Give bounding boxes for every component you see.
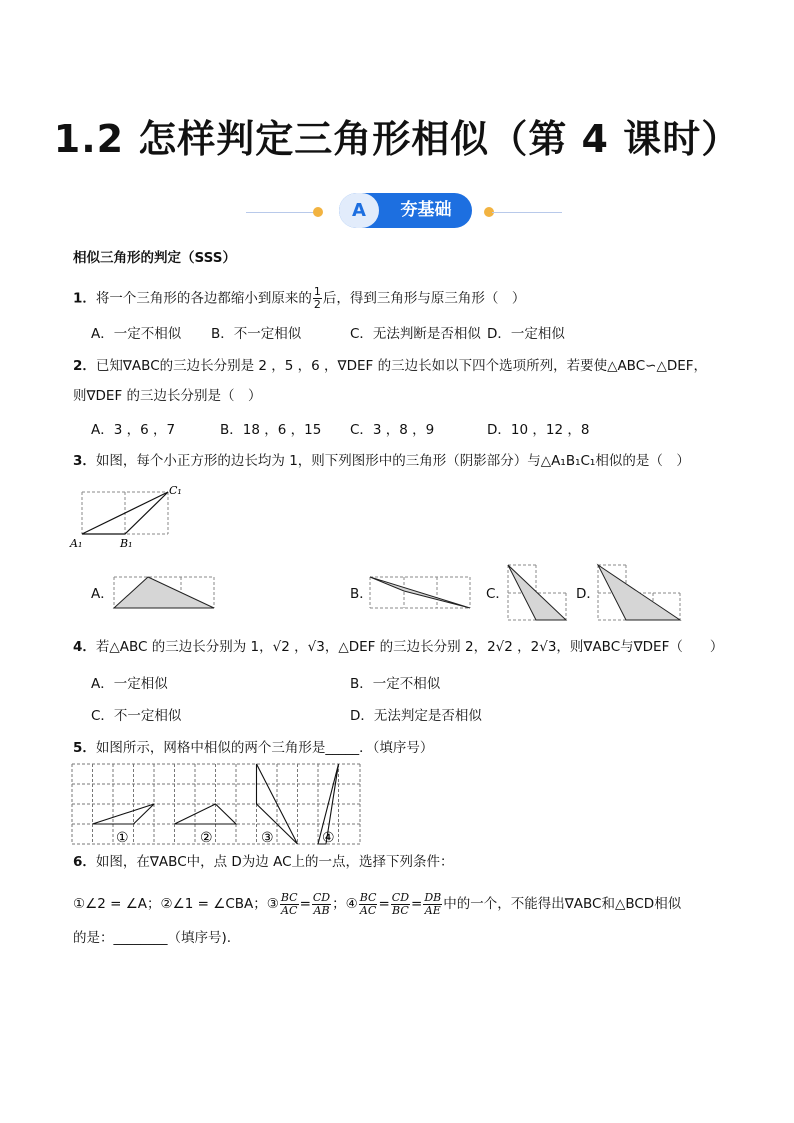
fraction-numerator: BC: [359, 890, 377, 904]
fraction-denominator: AE: [424, 903, 441, 917]
label-4: ④: [322, 830, 335, 846]
page-title: 1.2 怎样判定三角形相似（第 4 课时）: [53, 117, 741, 161]
label-c1: C₁: [169, 484, 182, 497]
question-number: 6．: [73, 854, 96, 870]
equals-sign: =: [378, 896, 390, 912]
label-a1: A₁: [70, 537, 83, 550]
question-text: 如图，每个小正方形的边长均为 1，则下列图形中的三角形（阴影部分）与△A₁B₁C₁相似的是（ ）: [95, 453, 690, 469]
question-4: [73, 637, 723, 657]
question-3: [73, 451, 690, 471]
fraction-denominator: 2: [313, 298, 321, 311]
question-text: 已知∇ABC的三边长分别是 2 ，5 ，6 ，∇DEF 的三边长如以下四个选项所列，若要使△ABC∽△DEF，: [95, 358, 708, 374]
q4-option-c[interactable]: C．不一定相似: [91, 708, 182, 724]
question-5: [73, 738, 433, 758]
question-1: [73, 286, 525, 311]
fraction-numerator: DB: [424, 890, 442, 904]
fraction: [359, 892, 378, 917]
fraction: [313, 286, 322, 311]
q4-option-a[interactable]: A．一定相似: [91, 676, 168, 692]
q3-option-b-figure[interactable]: [368, 576, 474, 612]
question-number: 5．: [73, 740, 96, 756]
triangle-1: [93, 804, 155, 824]
condition-4-prefix: ；④: [332, 896, 358, 912]
q1-option-a[interactable]: A．一定不相似: [91, 326, 182, 342]
question-6-line3: 的是：________（填序号).: [73, 930, 232, 946]
fraction-numerator: BC: [280, 890, 298, 904]
triangle-2: [175, 804, 237, 824]
label-1: ①: [116, 830, 129, 846]
question-text: 如图，在∇ABC中，点 D为边 AC上的一点，选择下列条件：: [95, 854, 454, 870]
q2-option-b[interactable]: B．18 ，6 ，15: [220, 422, 322, 438]
equals-sign: =: [411, 896, 423, 912]
q5-grid-figure: [70, 760, 364, 848]
question-6: [73, 852, 454, 872]
q4-option-b[interactable]: B．一定不相似: [350, 676, 441, 692]
fraction-numerator: CD: [312, 890, 331, 904]
q3-option-d-label[interactable]: D．: [576, 586, 600, 602]
q1-option-b[interactable]: B．不一定相似: [211, 326, 302, 342]
section-badge: [339, 193, 472, 228]
q3-option-c-label[interactable]: C．: [486, 586, 509, 602]
fraction-denominator: BC: [392, 903, 409, 917]
section-divider-left: [246, 212, 316, 213]
question-number: 1．: [73, 290, 96, 307]
label-b1: B₁: [120, 537, 133, 550]
topic-heading: 相似三角形的判定（SSS）: [73, 250, 236, 266]
q3-option-a-label[interactable]: A．: [91, 586, 114, 602]
fraction: [391, 892, 410, 917]
fraction-denominator: AB: [313, 903, 330, 917]
section-letter: A: [339, 193, 379, 228]
equals-sign: =: [299, 896, 311, 912]
fraction-denominator: AC: [281, 903, 298, 917]
label-2: ②: [200, 830, 213, 846]
condition-1: ①∠2 = ∠A；: [73, 896, 161, 912]
question-number: 2．: [73, 358, 96, 374]
q1-option-c[interactable]: C．无法判断是否相似: [350, 326, 481, 342]
section-divider-right: [492, 212, 562, 213]
q2-option-d[interactable]: D．10 ，12 ，8: [487, 422, 590, 438]
q3-option-d-figure[interactable]: [596, 563, 684, 623]
fraction-numerator: CD: [391, 890, 410, 904]
q4-option-d[interactable]: D．无法判定是否相似: [350, 708, 482, 724]
question-text: 将一个三角形的各边都缩小到原来的: [95, 290, 312, 307]
question-2-line2: 则∇DEF 的三边长分别是（ ）: [73, 388, 262, 404]
fraction-denominator: AC: [359, 903, 377, 917]
condition-2: ②∠1 = ∠CBA；: [160, 896, 267, 912]
fraction: [312, 892, 331, 917]
question-6-conditions: [73, 890, 681, 918]
q3-option-a-figure[interactable]: [112, 576, 218, 612]
question-2: [73, 356, 707, 376]
question-number: 4．: [73, 639, 96, 655]
fraction-numerator: 1: [313, 285, 321, 298]
section-dot-left: [313, 207, 323, 217]
section-name: 夯基础: [400, 200, 452, 220]
question-number: 3．: [73, 453, 96, 469]
q1-option-d[interactable]: D．一定相似: [487, 326, 565, 342]
q3-option-c-figure[interactable]: [506, 563, 570, 623]
question-text: 若△ABC 的三边长分别为 1，√2 ，√3，△DEF 的三边长分别 2，2√2 ，2√3，则∇ABC与∇DEF（ ）: [95, 639, 724, 655]
condition-4-tail: 中的一个，不能得出∇ABC和△BCD相似: [443, 896, 682, 912]
question-text: 如图所示，网格中相似的两个三角形是_____．（填序号）: [95, 740, 434, 756]
fraction: [280, 892, 299, 917]
q2-option-a[interactable]: A．3 ，6 ，7: [91, 422, 176, 438]
q2-option-c[interactable]: C．3 ，8 ，9: [350, 422, 435, 438]
fraction: [423, 892, 442, 917]
question-text-tail: 后，得到三角形与原三角形（ ）: [322, 290, 526, 307]
reference-triangle-figure: [68, 480, 190, 552]
label-3: ③: [261, 830, 274, 846]
q3-option-b-label[interactable]: B．: [350, 586, 373, 602]
condition-3-prefix: ③: [266, 896, 279, 912]
